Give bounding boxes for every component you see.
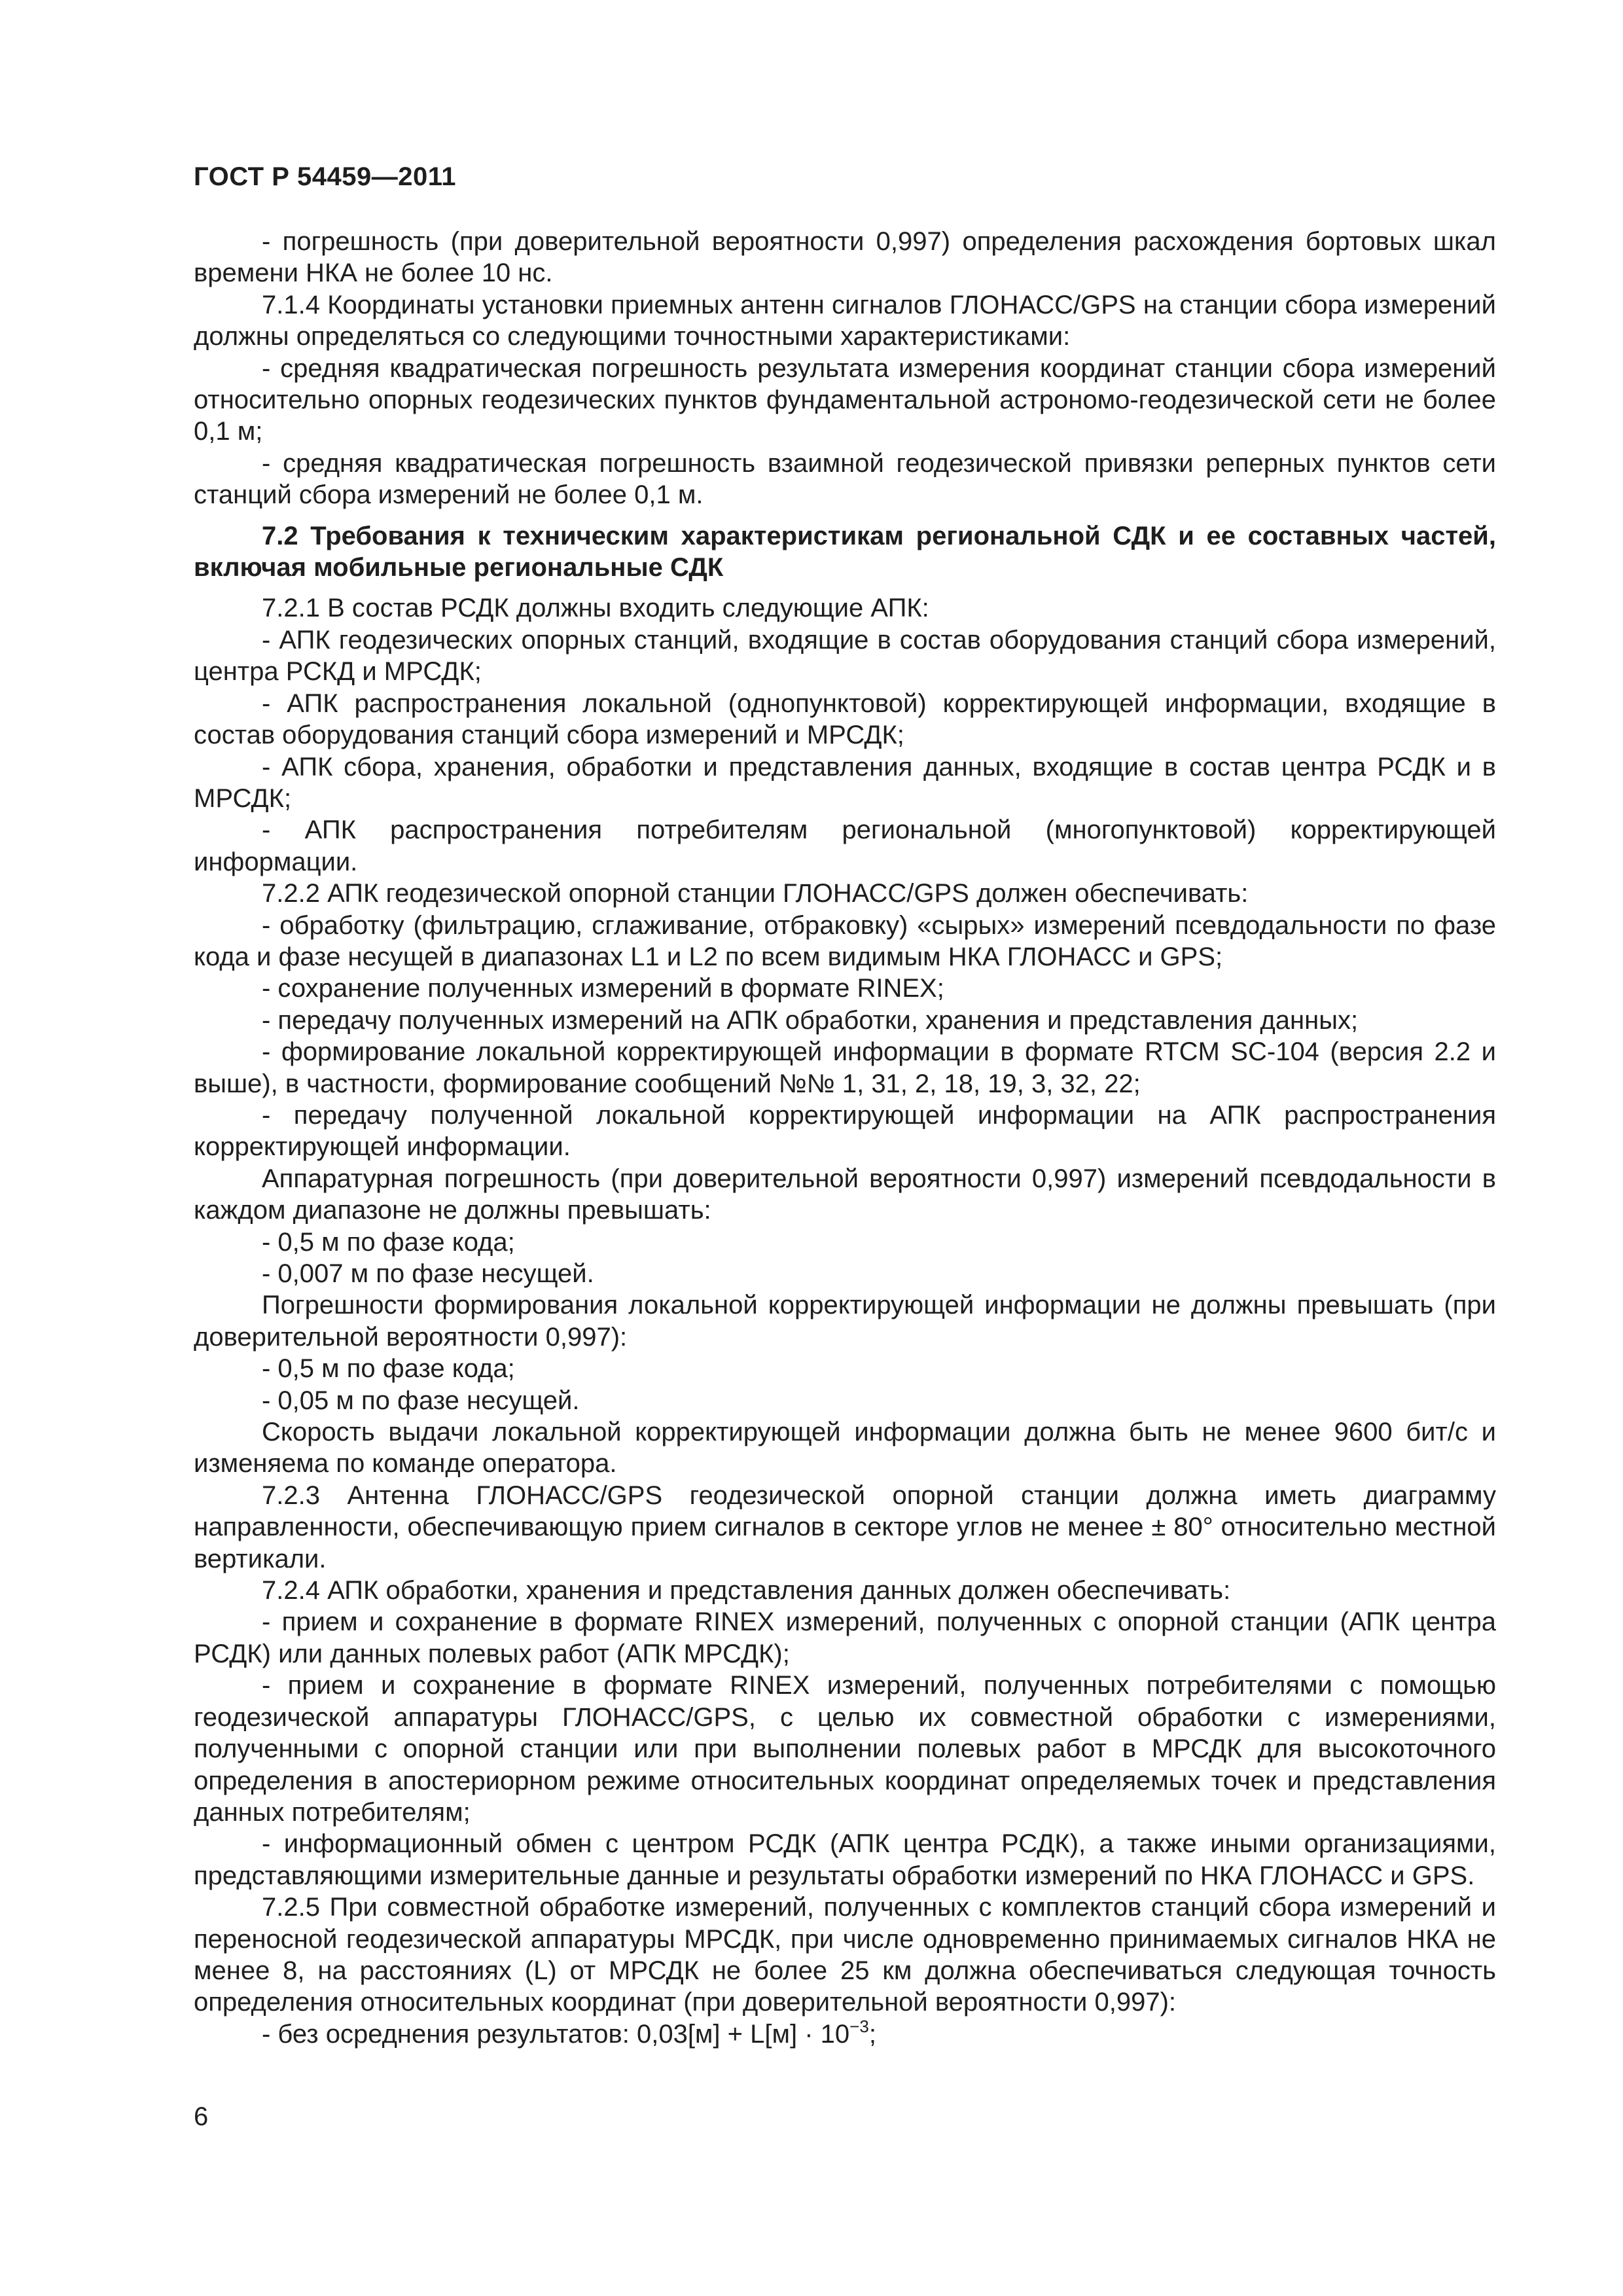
paragraph: - АПК распространения локальной (однопунктовой) корректирующей информации, входящие в состав оборудования станций сбора измерений и МРСДК; [194,689,1496,750]
paragraph: - сохранение полученных измерений в формате RINEX; [262,974,944,1003]
page-number: 6 [194,2102,209,2131]
paragraph: 7.1.4 Координаты установки приемных антенн сигналов ГЛОНАСС/GPS на станции сбора измерений должны определяться со следующими точностными характеристиками: [194,290,1496,351]
paragraph: - 0,05 м по фазе несущей. [262,1386,580,1415]
paragraph: - 0,5 м по фазе кода; [262,1354,515,1384]
document-body [194,226,1496,2050]
paragraph: - погрешность (при доверительной вероятности 0,997) определения расхождения бортовых шкал времени НКА не более 10 нс. [194,227,1496,288]
paragraph: - прием и сохранение в формате RINEX измерений, полученных потребителями с помощью геодезической аппаратуры ГЛОНАСС/GPS, с целью их совместной обработки с измерениями, полученными с опорной станции или при выполнении полевых работ в МРСДК для высокоточного определения в апостериорном режиме относительных координат определяемых точек и представления данных потребителям; [194,1671,1496,1827]
document-code-header: ГОСТ Р 54459—2011 [194,162,456,191]
paragraph: Погрешности формирования локальной корректирующей информации не должны превышать (при доверительной вероятности 0,997): [194,1291,1496,1352]
paragraph: - средняя квадратическая погрешность результата измерения координат станции сбора измерений относительно опорных геодезических пунктов фундаментальной астрономо-геодезической сети не более 0,1 м; [194,353,1496,446]
paragraph: - АПК сбора, хранения, обработки и представления данных, входящие в состав центра РСДК и в МРСДК; [194,752,1496,813]
paragraph: - передачу полученной локальной корректирующей информации на АПК распространения корректирующей информации. [194,1100,1496,1162]
formula-tail: ; [868,2019,876,2049]
paragraph: 7.2.4 АПК обработки, хранения и представления данных должен обеспечивать: [262,1576,1231,1605]
paragraph: - обработку (фильтрацию, сглаживание, отбраковку) «сырых» измерений псевдодальности по фазе кода и фазе несущей в диапазонах L1 и L2 по всем видимым НКА ГЛОНАСС и GPS; [194,910,1496,971]
paragraph: Аппаратурная погрешность (при доверительной вероятности 0,997) измерений псевдодальности в каждом диапазоне не должны превышать: [194,1164,1496,1225]
paragraph: 7.2.1 В состав РСДК должны входить следующие АПК: [262,594,929,623]
paragraph: - прием и сохранение в формате RINEX измерений, полученных с опорной станции (АПК центра РСДК) или данных полевых работ (АПК МРСДК); [194,1607,1496,1668]
paragraph: 7.2.3 Антенна ГЛОНАСС/GPS геодезической опорной станции должна иметь диаграмму направленности, обеспечивающую прием сигналов в секторе углов не менее ± 80° относительно местной вертикали. [194,1480,1496,1573]
paragraph: - 0,5 м по фазе кода; [262,1227,515,1257]
formula-text: - без осреднения результатов: 0,03[м] + L[м] · 10 [262,2019,850,2049]
formula-exponent: −3 [849,2016,869,2036]
paragraph: - АПК распространения потребителям региональной (многопунктовой) корректирующей информации. [194,816,1496,876]
paragraph: - формирование локальной корректирующей информации в формате RTCM SC-104 (версия 2.2 и выше), в частности, формирование сообщений №№ 1, 31, 2, 18, 19, 3, 32, 22; [194,1037,1496,1098]
paragraph: 7.2.2 АПК геодезической опорной станции ГЛОНАСС/GPS должен обеспечивать: [262,879,1249,908]
paragraph: 7.2.5 При совместной обработке измерений, полученных с комплектов станций сбора измерений и переносной геодезической аппаратуры МРСДК, при числе одновременно принимаемых сигналов НКА не менее 8, на расстояниях (L) от МРСДК не более 25 км должна обеспечиваться следующая точность определения относительных координат (при доверительной вероятности 0,997): [194,1893,1496,2017]
section-heading: 7.2 Требования к техническим характеристикам региональной СДК и ее составных частей, включая мобильные региональные СДК [194,521,1496,583]
paragraph: - средняя квадратическая погрешность взаимной геодезической привязки реперных пунктов сети станций сбора измерений не более 0,1 м. [194,448,1496,510]
paragraph: - передачу полученных измерений на АПК обработки, хранения и представления данных; [262,1005,1359,1035]
paragraph: Скорость выдачи локальной корректирующей информации должна быть не менее 9600 бит/с и изменяема по команде оператора. [194,1418,1496,1479]
formula-line [194,2018,1496,2050]
paragraph: - 0,007 м по фазе несущей. [262,1259,594,1288]
paragraph: - информационный обмен с центром РСДК (АПК центра РСДК), а также иными организациями, представляющими измерительные данные и результаты обработки измерений по НКА ГЛОНАСС и GPS. [194,1829,1496,1890]
paragraph: - АПК геодезических опорных станций, входящие в состав оборудования станций сбора измерений, центра РСКД и МРСДК; [194,625,1496,687]
